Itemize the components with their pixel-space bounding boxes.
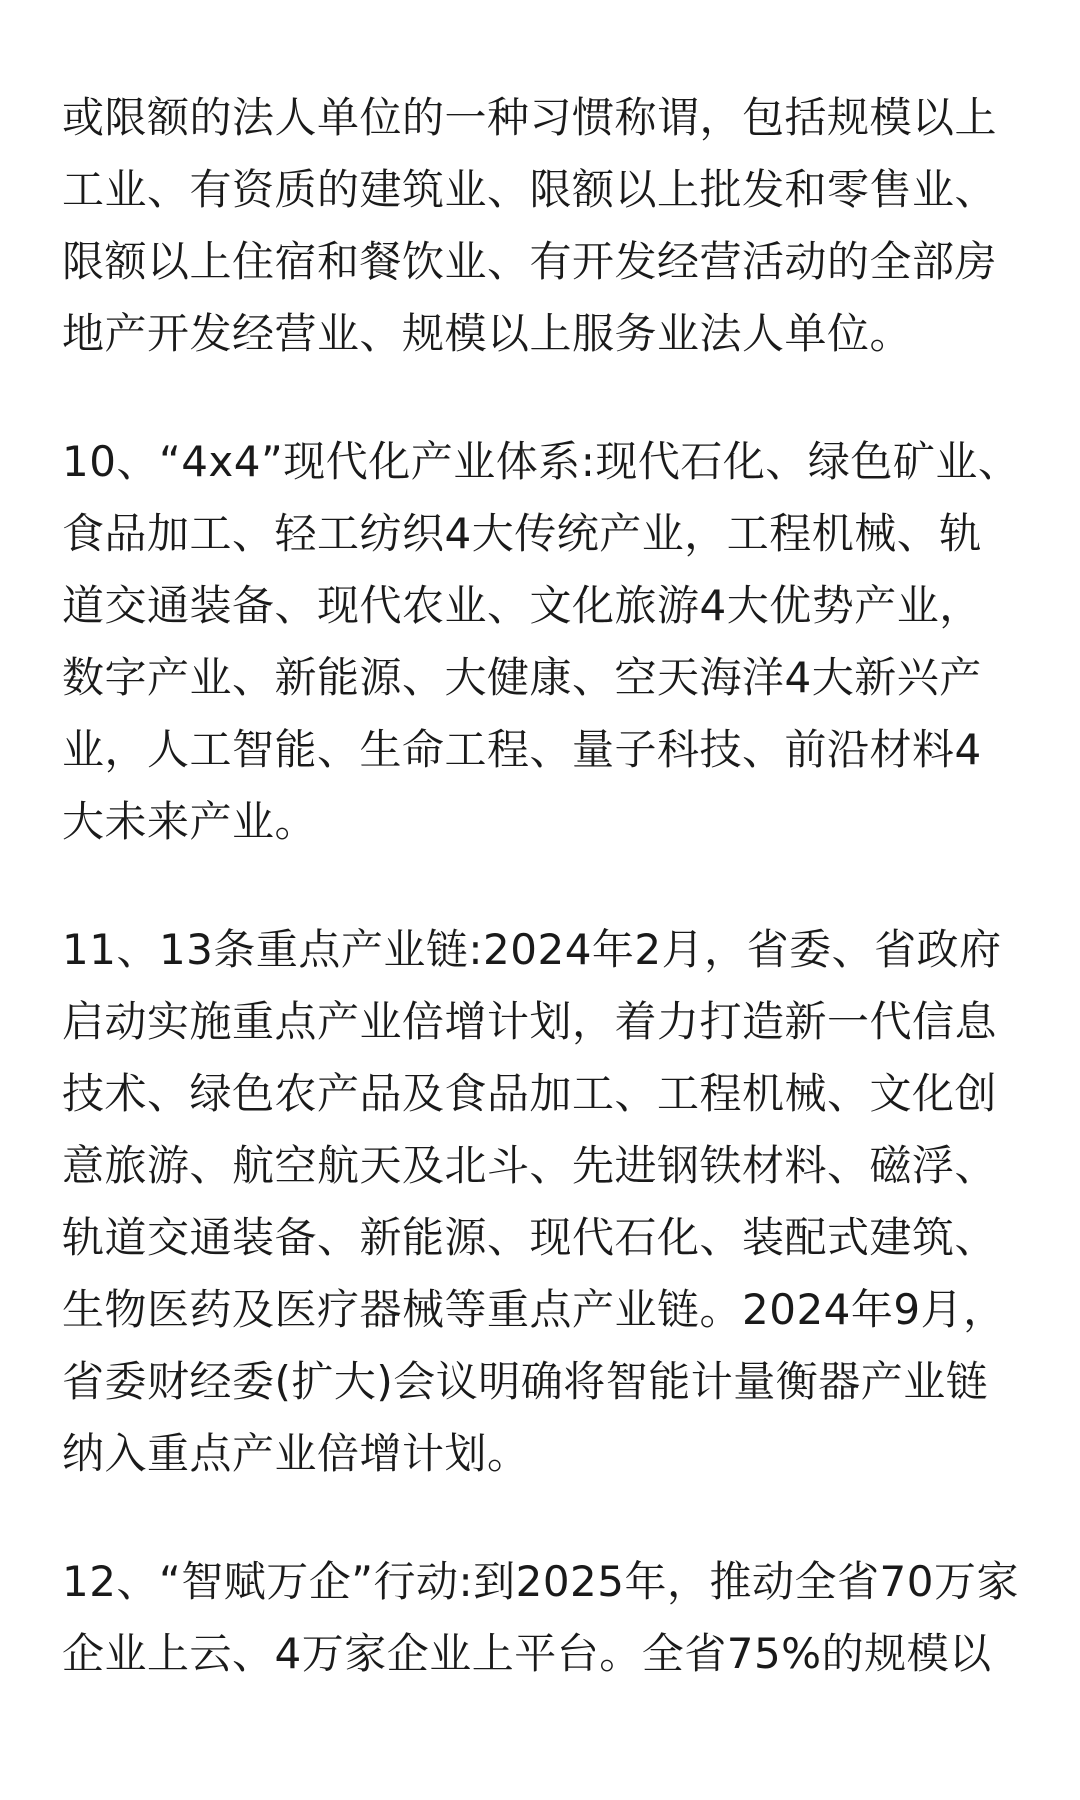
text-line: 地产开发经营业、规模以上服务业法人单位。 [62,309,913,358]
text-line: 道交通装备、现代农业、文化旅游4大优势产业， [62,581,982,630]
article-body [62,82,1022,1690]
paragraph-gap [62,858,1022,914]
text-line: 生物医药及医疗器械等重点产业链。2024年9月， [62,1285,1006,1334]
text-line: 企业上云、4万家企业上平台。全省75%的规模以 [62,1629,992,1678]
paragraph-item-12 [62,1546,1022,1690]
text-line: 食品加工、轻工纺织4大传统产业，工程机械、轨 [62,509,982,558]
text-line: 意旅游、航空航天及北斗、先进钢铁材料、磁浮、 [62,1141,998,1190]
paragraph-definition [62,82,1022,370]
paragraph-gap [62,370,1022,426]
text-line: 启动实施重点产业倍增计划，着力打造新一代信息 [62,997,998,1046]
text-line: 10、“4x4”现代化产业体系:现代石化、绿色矿业、 [62,437,1021,486]
paragraph-gap [62,1490,1022,1546]
text-line: 业，人工智能、生命工程、量子科技、前沿材料4 [62,725,982,774]
text-line: 数字产业、新能源、大健康、空天海洋4大新兴产 [62,653,982,702]
text-line: 或限额的法人单位的一种习惯称谓，包括规模以上 [62,93,998,142]
text-line: 省委财经委(扩大)会议明确将智能计量衡器产业链 [62,1357,989,1406]
text-line: 工业、有资质的建筑业、限额以上批发和零售业、 [62,165,998,214]
text-line: 限额以上住宿和餐饮业、有开发经营活动的全部房 [62,237,998,286]
paragraph-item-10 [62,426,1022,858]
text-line: 大未来产业。 [62,797,318,846]
text-line: 纳入重点产业倍增计划。 [62,1429,530,1478]
text-line: 技术、绿色农产品及食品加工、工程机械、文化创 [62,1069,998,1118]
text-line: 轨道交通装备、新能源、现代石化、装配式建筑、 [62,1213,998,1262]
paragraph-item-11 [62,914,1022,1490]
text-line: 12、“智赋万企”行动:到2025年，推动全省70万家 [62,1557,1019,1606]
text-line: 11、13条重点产业链:2024年2月，省委、省政府 [62,925,1002,974]
